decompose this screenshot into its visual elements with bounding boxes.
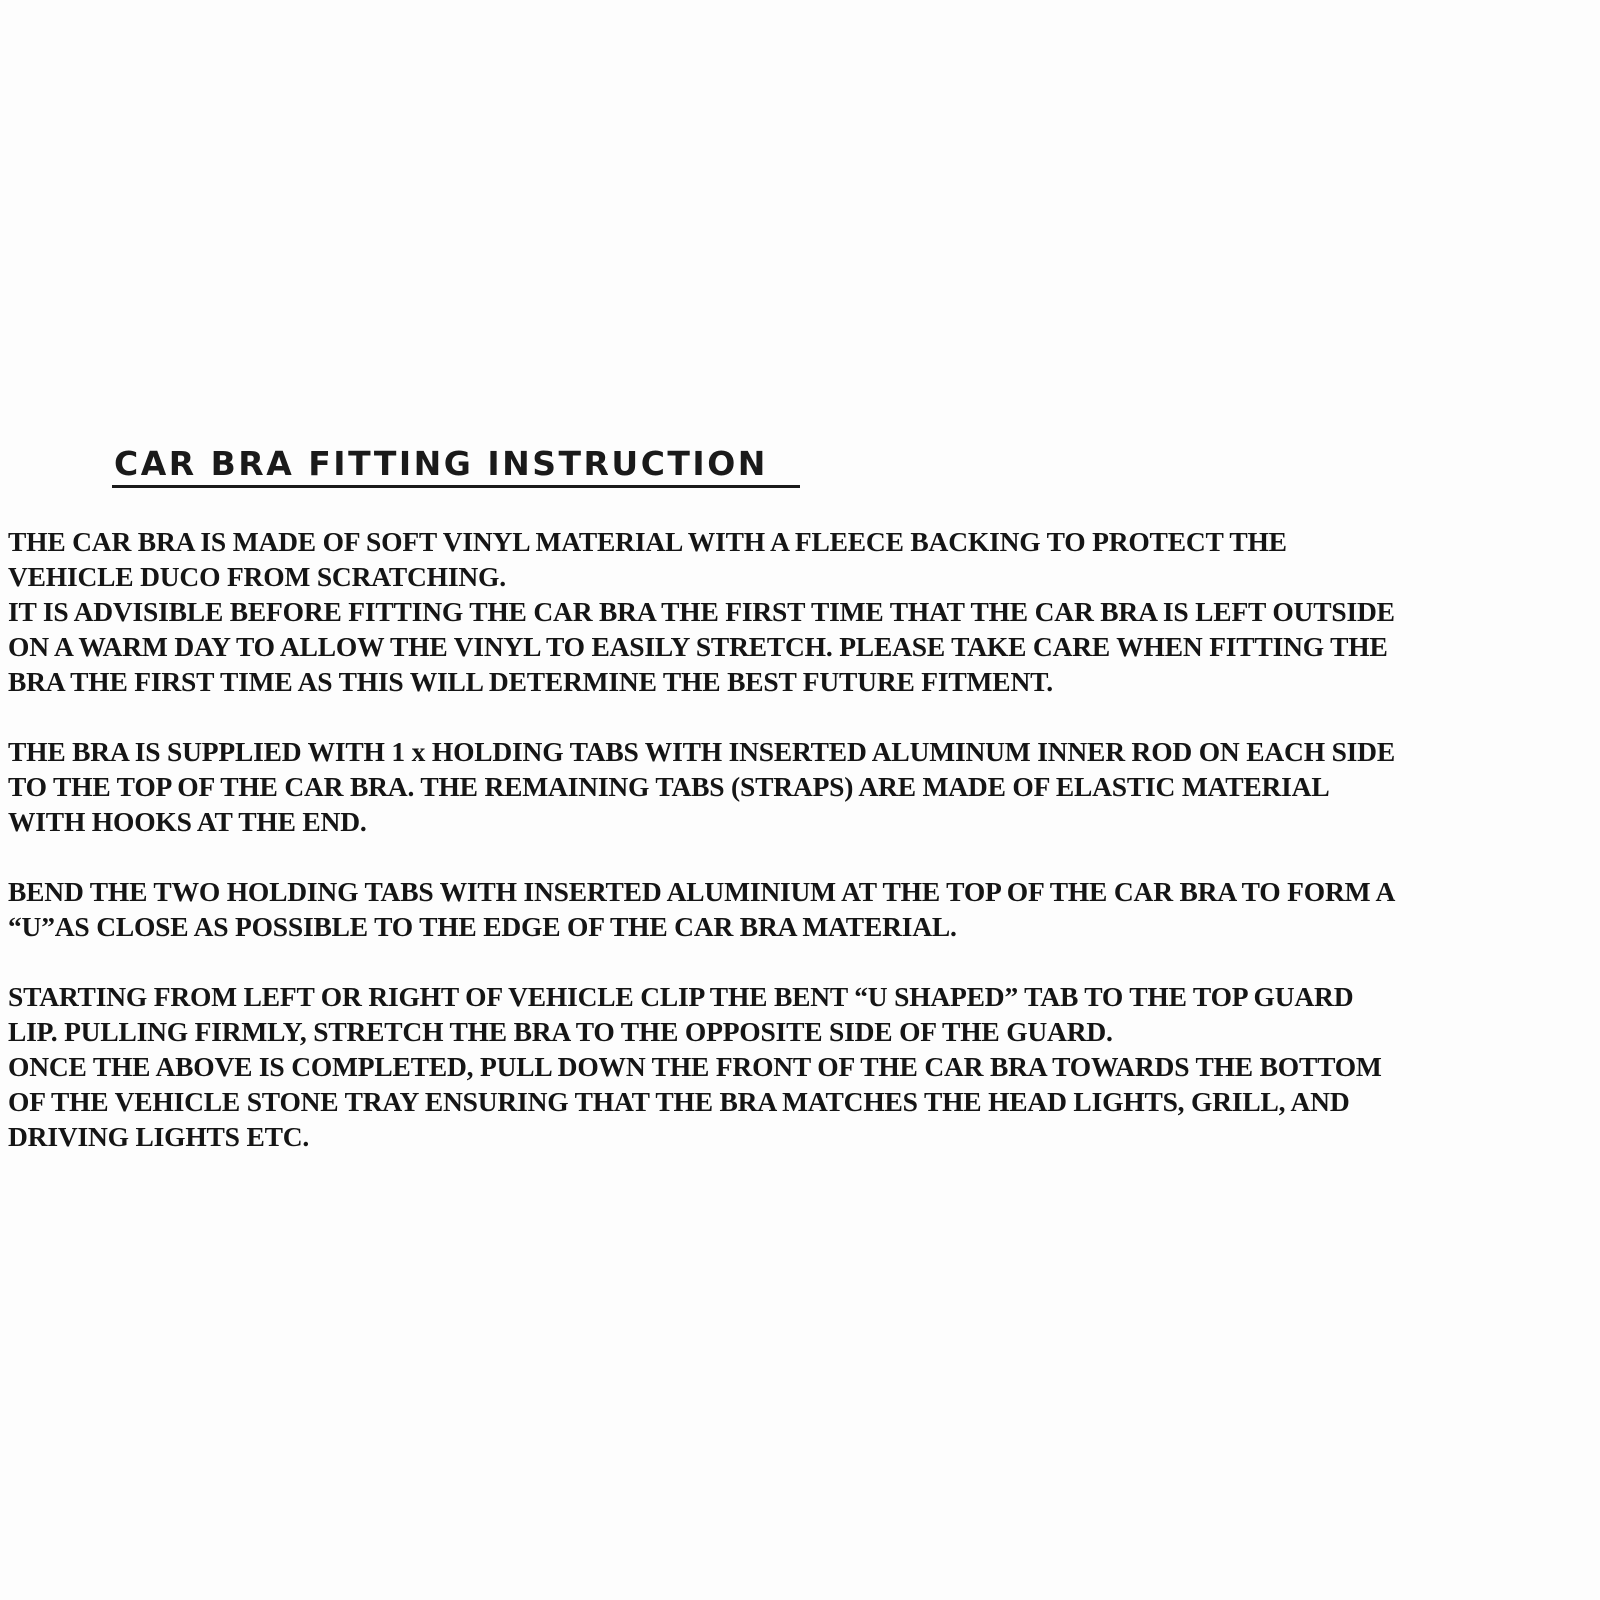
document-title: CAR BRA FITTING INSTRUCTION: [114, 444, 768, 483]
text-line: IT IS ADVISIBLE BEFORE FITTING THE CAR BRA THE FIRST TIME THAT THE CAR BRA IS LEFT OUTSIDE: [8, 596, 1395, 627]
text-line: WITH HOOKS AT THE END.: [8, 806, 367, 837]
paragraph-fitting-steps: [8, 979, 1598, 1154]
text-line: VEHICLE DUCO FROM SCRATCHING.: [8, 561, 506, 592]
paragraph-material-and-preparation: [8, 524, 1598, 699]
text-line: “U”AS CLOSE AS POSSIBLE TO THE EDGE OF THE CAR BRA MATERIAL.: [8, 911, 957, 942]
instruction-body: [8, 524, 1598, 1154]
text-line: LIP. PULLING FIRMLY, STRETCH THE BRA TO THE OPPOSITE SIDE OF THE GUARD.: [8, 1016, 1113, 1047]
text-line: THE CAR BRA IS MADE OF SOFT VINYL MATERIAL WITH A FLEECE BACKING TO PROTECT THE: [8, 526, 1287, 557]
text-line: ON A WARM DAY TO ALLOW THE VINYL TO EASILY STRETCH. PLEASE TAKE CARE WHEN FITTING THE: [8, 631, 1388, 662]
text-line: DRIVING LIGHTS ETC.: [8, 1121, 310, 1152]
title-underline: [112, 485, 800, 488]
text-line: BEND THE TWO HOLDING TABS WITH INSERTED ALUMINIUM AT THE TOP OF THE CAR BRA TO FORM A: [8, 876, 1396, 907]
paragraph-bend-tabs: [8, 874, 1598, 944]
text-line: STARTING FROM LEFT OR RIGHT OF VEHICLE CLIP THE BENT “U SHAPED” TAB TO THE TOP GUARD: [8, 981, 1354, 1012]
paragraph-holding-tabs: [8, 734, 1598, 839]
text-line: TO THE TOP OF THE CAR BRA. THE REMAINING TABS (STRAPS) ARE MADE OF ELASTIC MATERIAL: [8, 771, 1330, 802]
text-line: ONCE THE ABOVE IS COMPLETED, PULL DOWN THE FRONT OF THE CAR BRA TOWARDS THE BOTTOM: [8, 1051, 1382, 1082]
text-line: THE BRA IS SUPPLIED WITH 1 x HOLDING TABS WITH INSERTED ALUMINUM INNER ROD ON EACH SIDE: [8, 736, 1395, 767]
text-line: BRA THE FIRST TIME AS THIS WILL DETERMINE THE BEST FUTURE FITMENT.: [8, 666, 1053, 697]
text-line: OF THE VEHICLE STONE TRAY ENSURING THAT THE BRA MATCHES THE HEAD LIGHTS, GRILL, AND: [8, 1086, 1350, 1117]
